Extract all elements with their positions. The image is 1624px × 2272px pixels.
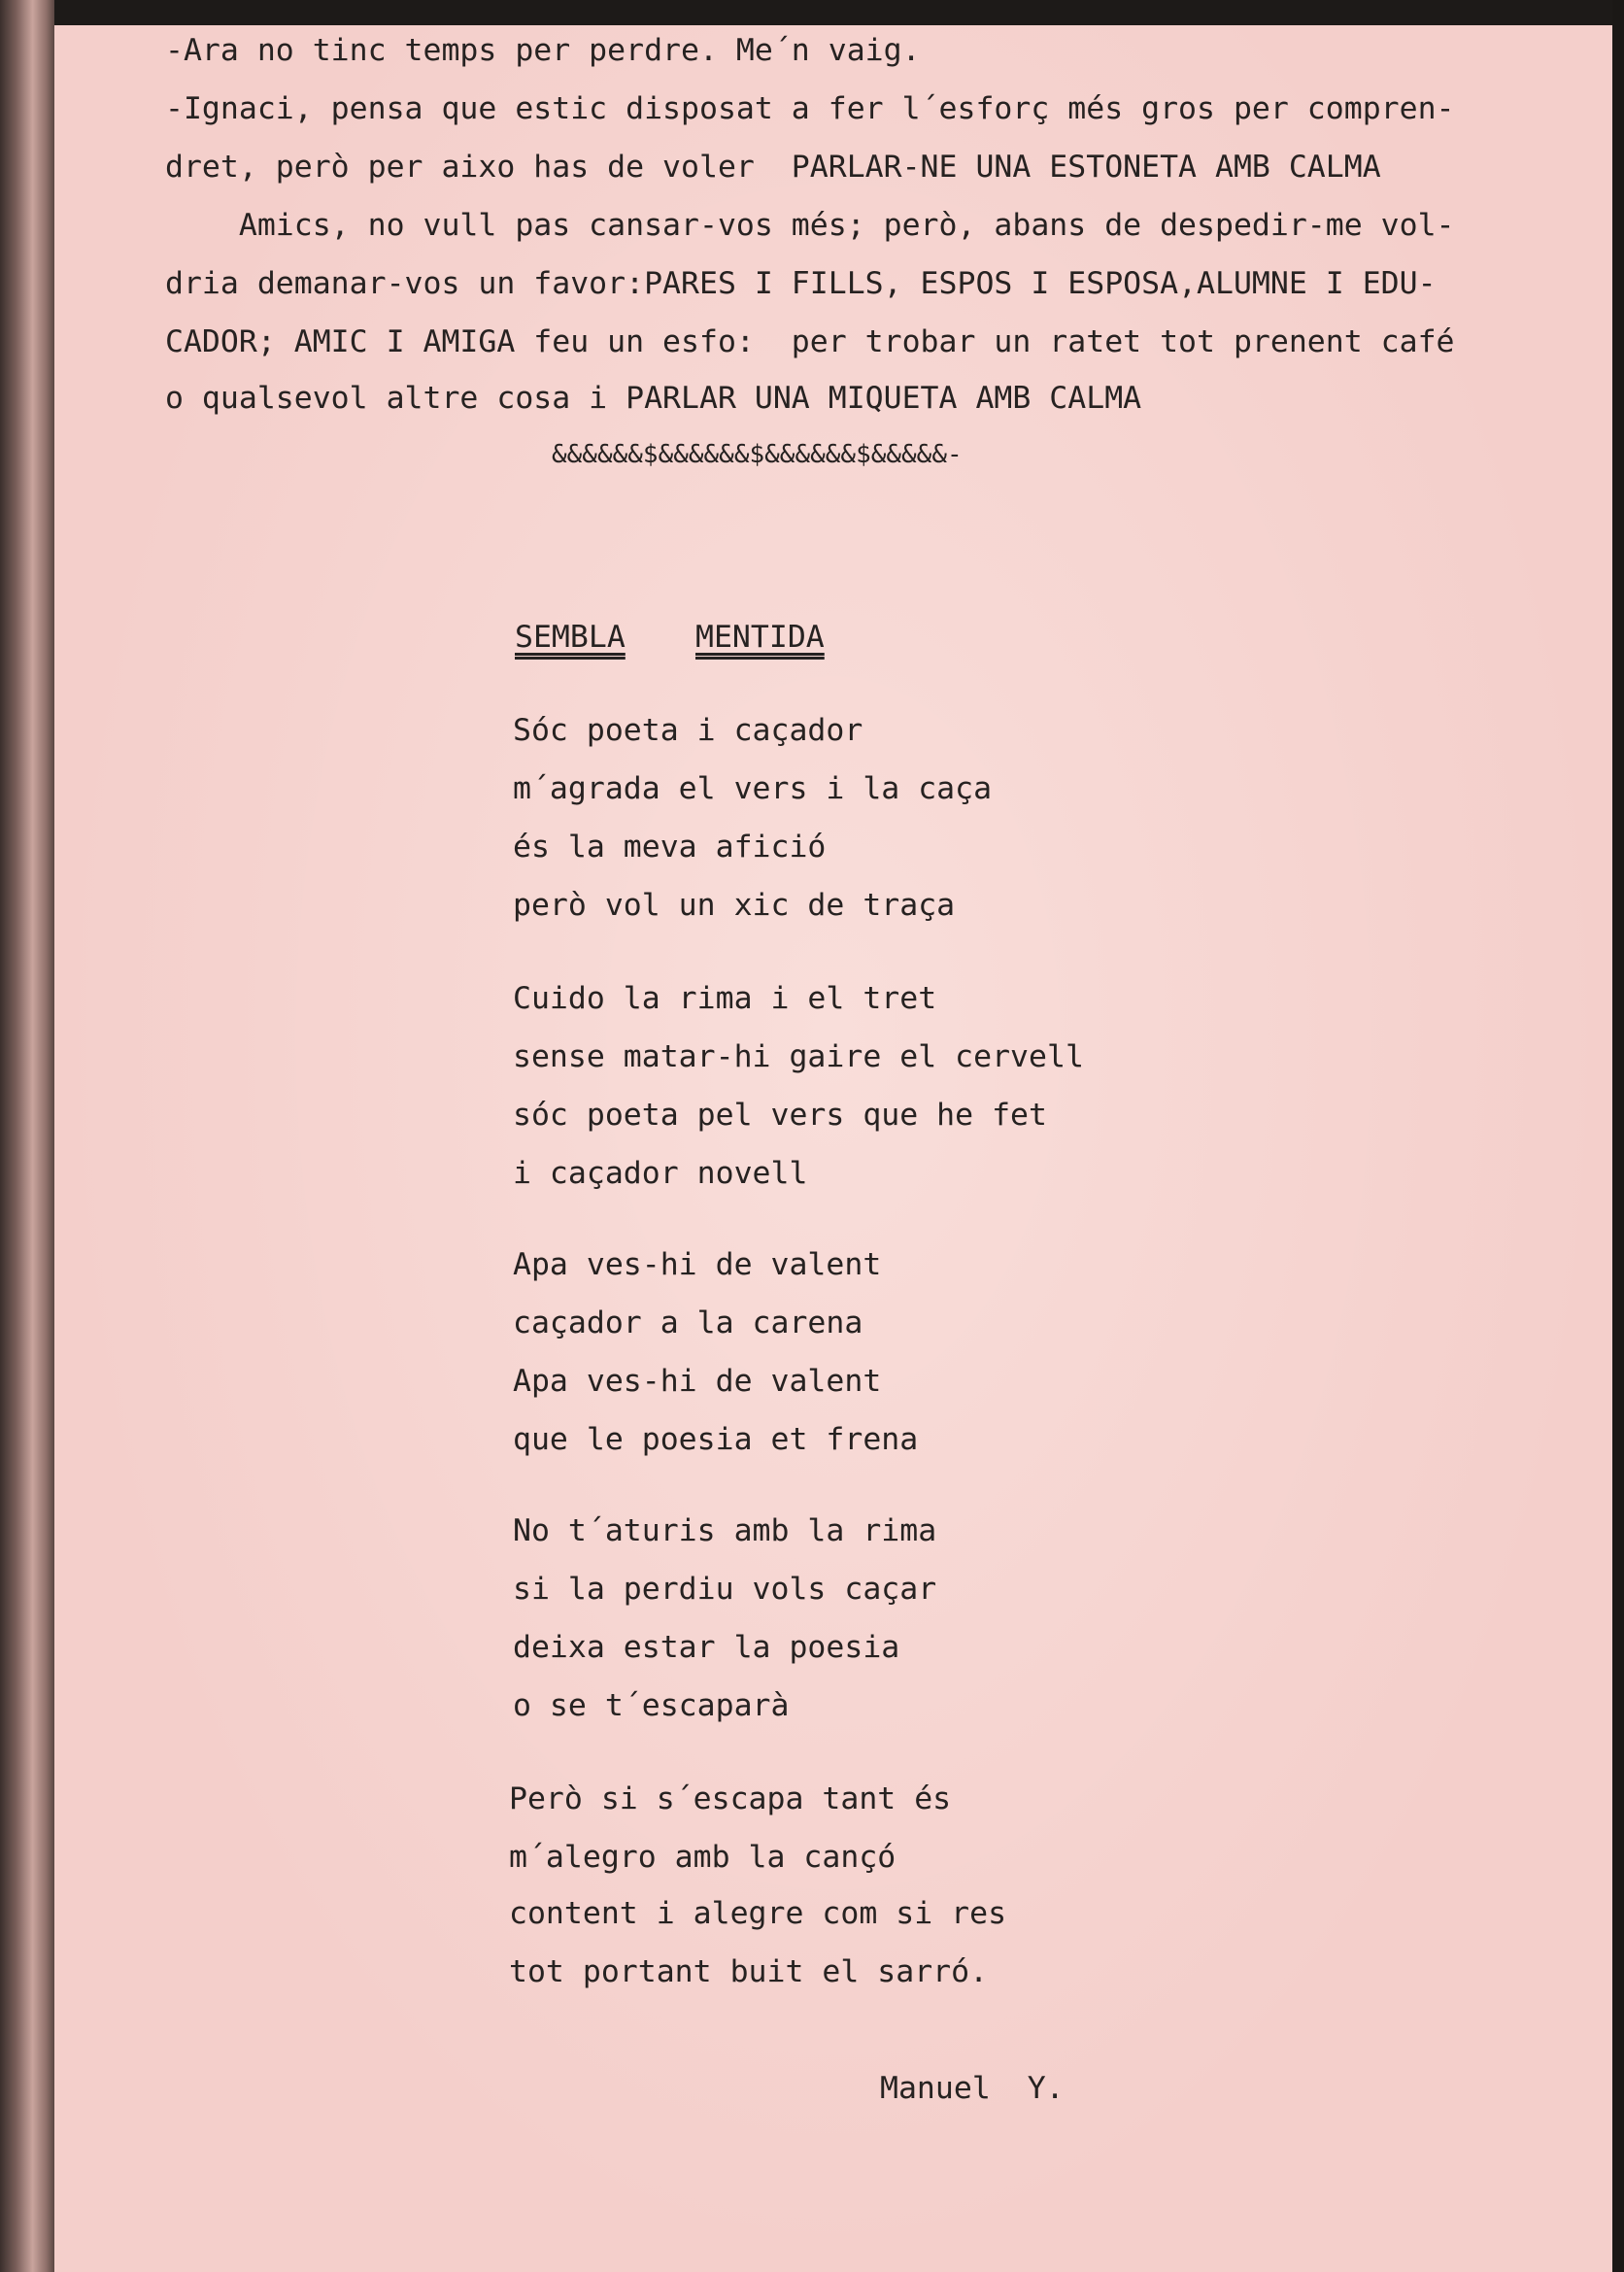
letter-line: Amics, no vull pas cansar-vos més; però, abans de despedir-me vol- (165, 208, 1455, 243)
poem-title-word-2: MENTIDA (695, 620, 825, 655)
poem-line: Però si s´escapa tant és (509, 1781, 952, 1816)
poem-line: sóc poeta pel vers que he fet (513, 1098, 1047, 1133)
letter-line: dria demanar-vos un favor:PARES I FILLS, ESPOS I ESPOSA,ALUMNE I EDU- (165, 266, 1437, 301)
poem-line: caçador a la carena (513, 1306, 863, 1340)
poem-line: sense matar-hi gaire el cervell (513, 1039, 1084, 1074)
poem-line: m´agrada el vers i la caça (513, 771, 993, 806)
poem-line: tot portant buit el sarró. (509, 1954, 989, 1989)
poem-line: Apa ves-hi de valent (513, 1247, 882, 1282)
section-separator: &&&&&&$&&&&&&$&&&&&&$&&&&&- (552, 440, 963, 469)
typewritten-page (54, 25, 1612, 2272)
letter-line: o qualsevol altre cosa i PARLAR UNA MIQUETA AMB CALMA (165, 381, 1142, 416)
poem-line: No t´aturis amb la rima (513, 1513, 937, 1548)
poem-line: que le poesia et frena (513, 1422, 919, 1457)
poem-line: o se t´escaparà (513, 1688, 790, 1723)
poem-line: Sóc poeta i caçador (513, 713, 863, 748)
letter-line: -Ignaci, pensa que estic disposat a fer l´esforç més gros per compren- (165, 91, 1455, 126)
poem-line: però vol un xic de traça (513, 888, 956, 923)
letter-line: CADOR; AMIC I AMIGA feu un esfo: per trobar un ratet tot prenent café (165, 324, 1455, 359)
binding-shadow (0, 0, 54, 2272)
poem-line: deixa estar la poesia (513, 1630, 900, 1665)
poem-line: Cuido la rima i el tret (513, 981, 937, 1016)
poem-line: i caçador novell (513, 1156, 808, 1191)
poem-line: és la meva afició (513, 830, 827, 865)
poem-line: m´alegro amb la cançó (509, 1840, 897, 1875)
poem-title-word-1: SEMBLA (515, 620, 626, 655)
poem-line: Apa ves-hi de valent (513, 1364, 882, 1399)
scan-right-edge (1612, 0, 1624, 2272)
scan-top-edge (0, 0, 1624, 25)
poem-line: content i alegre com si res (509, 1896, 1007, 1931)
poem-signature: Manuel Y. (880, 2071, 1065, 2106)
letter-line: -Ara no tinc temps per perdre. Me´n vaig. (165, 33, 921, 68)
poem-line: si la perdiu vols caçar (513, 1572, 937, 1607)
letter-line: dret, però per aixo has de voler PARLAR-NE UNA ESTONETA AMB CALMA (165, 150, 1381, 185)
